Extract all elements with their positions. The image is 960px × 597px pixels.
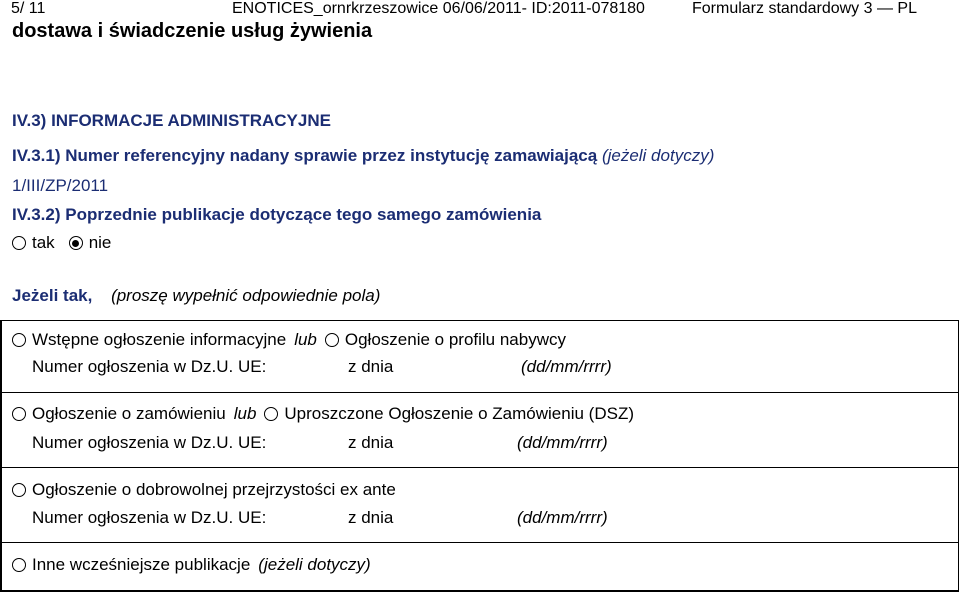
radio-ex-ante[interactable] — [12, 483, 26, 497]
box-divider-top — [0, 320, 958, 321]
frame-right — [958, 320, 960, 590]
block2-zdnia: z dnia — [348, 433, 394, 452]
iv32-heading: IV.3.2) Poprzednie publikacje dotyczące tego samego zamówienia — [12, 205, 542, 224]
lub-label: lub — [233, 404, 257, 423]
ifyes-note: (proszę wypełnić odpowiednie pola) — [111, 286, 381, 305]
block1-numer: Numer ogłoszenia w Dz.U. UE: — [32, 357, 267, 376]
radio-profil[interactable] — [325, 333, 339, 347]
frame-bottom — [0, 590, 959, 592]
opt-wstepne-label: Wstępne ogłoszenie informacyjne — [32, 330, 287, 349]
block3-options — [12, 480, 396, 500]
radio-zamowienie[interactable] — [12, 407, 26, 421]
iv31-label: IV.3.1) Numer referencyjny nadany sprawie przez instytucję zamawiającą — [12, 146, 598, 165]
opt-profil-label: Ogłoszenie o profilu nabywcy — [344, 330, 566, 349]
document-title: dostawa i świadczenie usług żywienia — [12, 20, 373, 42]
radio-inne[interactable] — [12, 558, 26, 572]
notice-id: ENOTICES_ornrkrzeszowice 06/06/2011- ID:2011-078180 — [232, 0, 645, 17]
opt-zamowienie-label: Ogłoszenie o zamówieniu — [32, 404, 226, 423]
box-divider-4 — [0, 542, 958, 543]
opt-inne-note: (jeżeli dotyczy) — [258, 555, 371, 574]
radio-wstepne[interactable] — [12, 333, 26, 347]
frame-left — [0, 320, 2, 590]
block1-format: (dd/mm/rrrr) — [521, 357, 612, 376]
opt-ex-ante-label: Ogłoszenie o dobrowolnej przejrzystości ex ante — [32, 480, 396, 499]
block4-options — [12, 555, 371, 575]
iv31-heading — [12, 146, 714, 166]
section-heading: IV.3) INFORMACJE ADMINISTRACYJNE — [12, 111, 331, 130]
block2-format: (dd/mm/rrrr) — [517, 433, 608, 452]
block3-zdnia: z dnia — [348, 508, 394, 527]
ifyes-line — [12, 286, 380, 306]
block2-options — [12, 404, 634, 424]
page-number: 5/ 11 — [11, 0, 46, 17]
iv32-options — [12, 233, 111, 253]
radio-dsz[interactable] — [264, 407, 278, 421]
opt-inne-label: Inne wcześniejsze publikacje — [32, 555, 251, 574]
ifyes-label: Jeżeli tak, — [12, 286, 93, 305]
iv31-value: 1/III/ZP/2011 — [12, 176, 109, 195]
radio-tak[interactable] — [12, 236, 26, 250]
block3-format: (dd/mm/rrrr) — [517, 508, 608, 527]
radio-nie[interactable] — [69, 236, 83, 250]
box-divider-2 — [0, 392, 958, 393]
box-divider-3 — [0, 467, 958, 468]
block1-zdnia: z dnia — [348, 357, 394, 376]
lub-label: lub — [294, 330, 317, 349]
radio-nie-label: nie — [88, 233, 112, 252]
opt-dsz-label: Uproszczone Ogłoszenie o Zamówieniu (DSZ) — [284, 404, 634, 423]
form-type: Formularz standardowy 3 — PL — [692, 0, 917, 17]
block3-numer: Numer ogłoszenia w Dz.U. UE: — [32, 508, 267, 527]
iv31-note: (jeżeli dotyczy) — [601, 146, 715, 165]
radio-tak-label: tak — [32, 233, 55, 252]
block1-options — [12, 330, 566, 350]
block2-numer: Numer ogłoszenia w Dz.U. UE: — [32, 433, 267, 452]
